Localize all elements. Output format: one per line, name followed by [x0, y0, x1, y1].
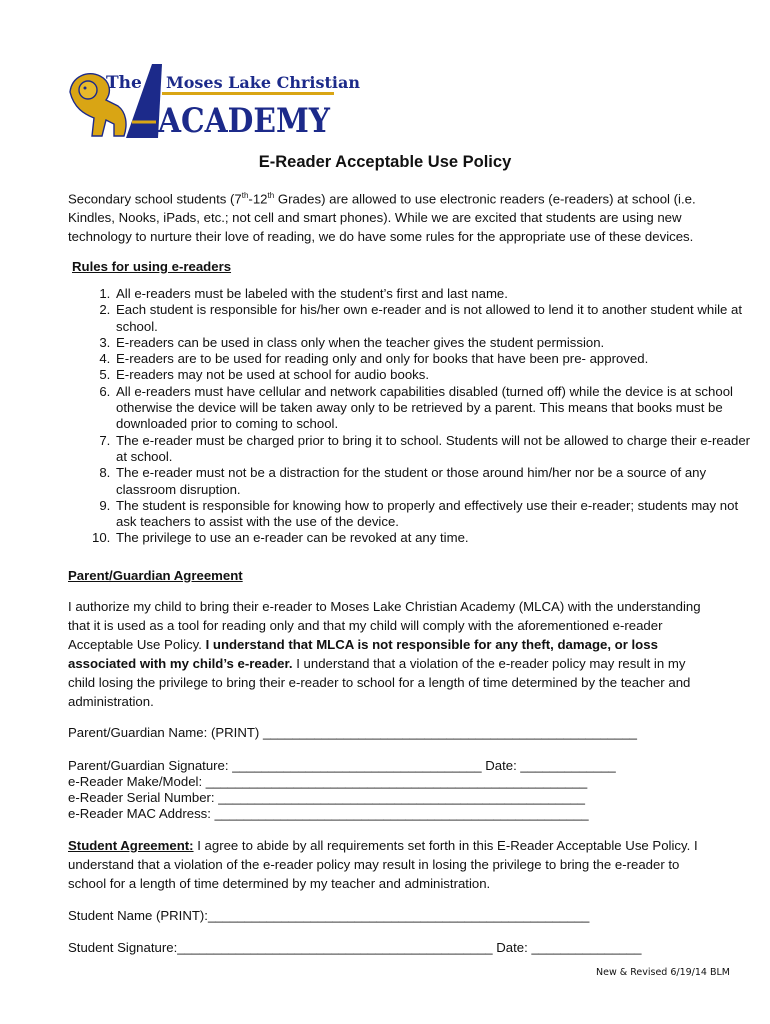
ereader-make-field[interactable]: e-Reader Make/Model: ____________________________________________________	[68, 774, 588, 789]
parent-signature-field[interactable]: Parent/Guardian Signature: __________________________________ Date: _____________	[68, 758, 616, 773]
list-item: 5. E-readers may not be used at school for audio books.	[114, 367, 754, 383]
logo-academy: ACADEMY	[157, 101, 331, 141]
student-signature-field[interactable]: Student Signature:___________________________________________ Date: _______________	[68, 940, 642, 955]
rules-heading: Rules for using e-readers	[72, 259, 232, 274]
student-name-field[interactable]: Student Name (PRINT):____________________________________________________	[68, 908, 590, 923]
list-item: 10. The privilege to use an e-reader can be revoked at any time.	[114, 530, 754, 546]
logo-school-name: Moses Lake Christian	[166, 73, 360, 92]
list-item: 6. All e-readers must have cellular and network capabilities disabled (turned off) while the device is at school otherwise the device will be taken away only to be retrieved by a parent. This means that books must be downloaded prior to coming to school.	[114, 384, 754, 433]
rules-list	[68, 286, 754, 547]
student-agreement-text: Student Agreement: I agree to abide by all requirements set forth in this E-Reader Acceptable Use Policy. I understand that a violation of the e-reader policy may result in losing the privilege to bring the e-reader to school for a length of time determined by my teacher and administration.	[68, 838, 698, 891]
ereader-serial-field[interactable]: e-Reader Serial Number: __________________________________________________	[68, 790, 585, 805]
ereader-mac-field[interactable]: e-Reader MAC Address: ___________________________________________________	[68, 806, 589, 821]
school-logo	[66, 62, 360, 141]
logo-the: The	[106, 73, 142, 93]
list-item: 1. All e-readers must be labeled with the student’s first and last name.	[114, 286, 754, 302]
list-item: 4. E-readers are to be used for reading only and only for books that have been pre- approved.	[114, 351, 754, 367]
list-item: 2. Each student is responsible for his/her own e-reader and is not allowed to lend it to another student while at school.	[114, 302, 754, 335]
page-title: E-Reader Acceptable Use Policy	[258, 153, 512, 171]
list-item: 3. E-readers can be used in class only when the teacher gives the student permission.	[114, 335, 754, 351]
parent-agreement-heading: Parent/Guardian Agreement	[68, 568, 243, 583]
revision-footer: New & Revised 6/19/14 BLM	[596, 967, 730, 978]
list-item: 7. The e-reader must be charged prior to bring it to school. Students will not be allowed to charge their e-reader at school.	[114, 433, 754, 466]
list-item: 9. The student is responsible for knowing how to properly and effectively use their e-reader; students may not ask teachers to assist with the use of the device.	[114, 498, 754, 531]
parent-name-field[interactable]: Parent/Guardian Name: (PRINT) ___________________________________________________	[68, 725, 637, 740]
parent-agreement-text: I authorize my child to bring their e-reader to Moses Lake Christian Academy (MLCA) with the understanding that it is used as a tool for reading only and that my child will comply with the aforementioned e-reader Acceptable Use Policy. I understand that MLCA is not responsible for any theft, damage, or loss associated with my child’s e-reader. I understand that a violation of the e-reader policy may result in my child losing the privilege to bring their e-reader to school for a length of time determined by the teacher and administration.	[68, 599, 701, 709]
list-item: 8. The e-reader must not be a distraction for the student or those around him/her nor be a source of any classroom disruption.	[114, 465, 754, 498]
intro-paragraph: Secondary school students (7th-12th Grades) are allowed to use electronic readers (e-readers) at school (i.e. Kindles, Nooks, iPads, etc.; not cell and smart phones). While we are excited that students are using new technology to nurture their love of reading, we do have some rules for the appropriate use of these devices.	[68, 191, 696, 245]
student-agreement-heading: Student Agreement:	[68, 838, 194, 853]
